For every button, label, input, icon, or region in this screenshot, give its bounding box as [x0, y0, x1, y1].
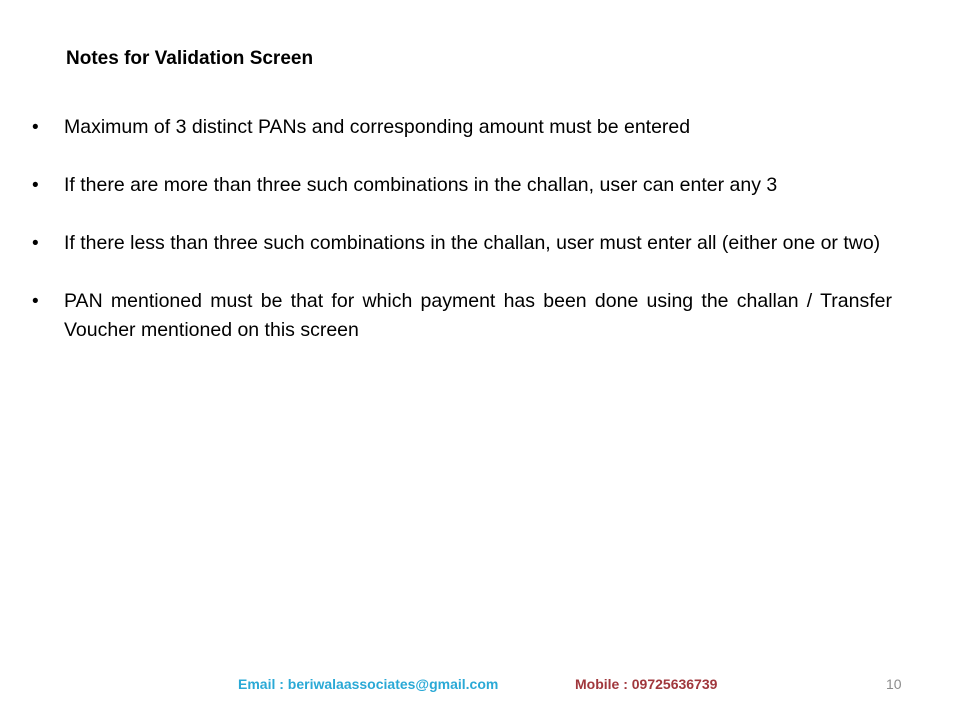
- bullet-text: If there less than three such combinations in the challan, user must enter all (either one or two): [64, 232, 881, 254]
- footer-email: Email : beriwalaassociates@gmail.com: [238, 676, 499, 692]
- slide-footer: [0, 676, 960, 700]
- bullet-item: [32, 287, 892, 345]
- bullet-icon: •: [32, 175, 39, 196]
- bullet-icon: •: [32, 291, 39, 312]
- bullet-icon: •: [32, 233, 39, 254]
- page-number: 10: [886, 676, 902, 692]
- bullet-list: [32, 113, 892, 374]
- bullet-item: [32, 229, 892, 258]
- bullet-item: [32, 113, 892, 142]
- slide-title: Notes for Validation Screen: [66, 48, 314, 69]
- footer-mobile: Mobile : 09725636739: [575, 676, 718, 692]
- bullet-text: If there are more than three such combinations in the challan, user can enter any 3: [64, 174, 778, 196]
- bullet-icon: •: [32, 117, 39, 138]
- bullet-text: PAN mentioned must be that for which payment has been done using the challan / Transfer Voucher mentioned on this screen: [64, 290, 892, 341]
- bullet-item: [32, 171, 892, 200]
- bullet-text: Maximum of 3 distinct PANs and corresponding amount must be entered: [64, 116, 691, 138]
